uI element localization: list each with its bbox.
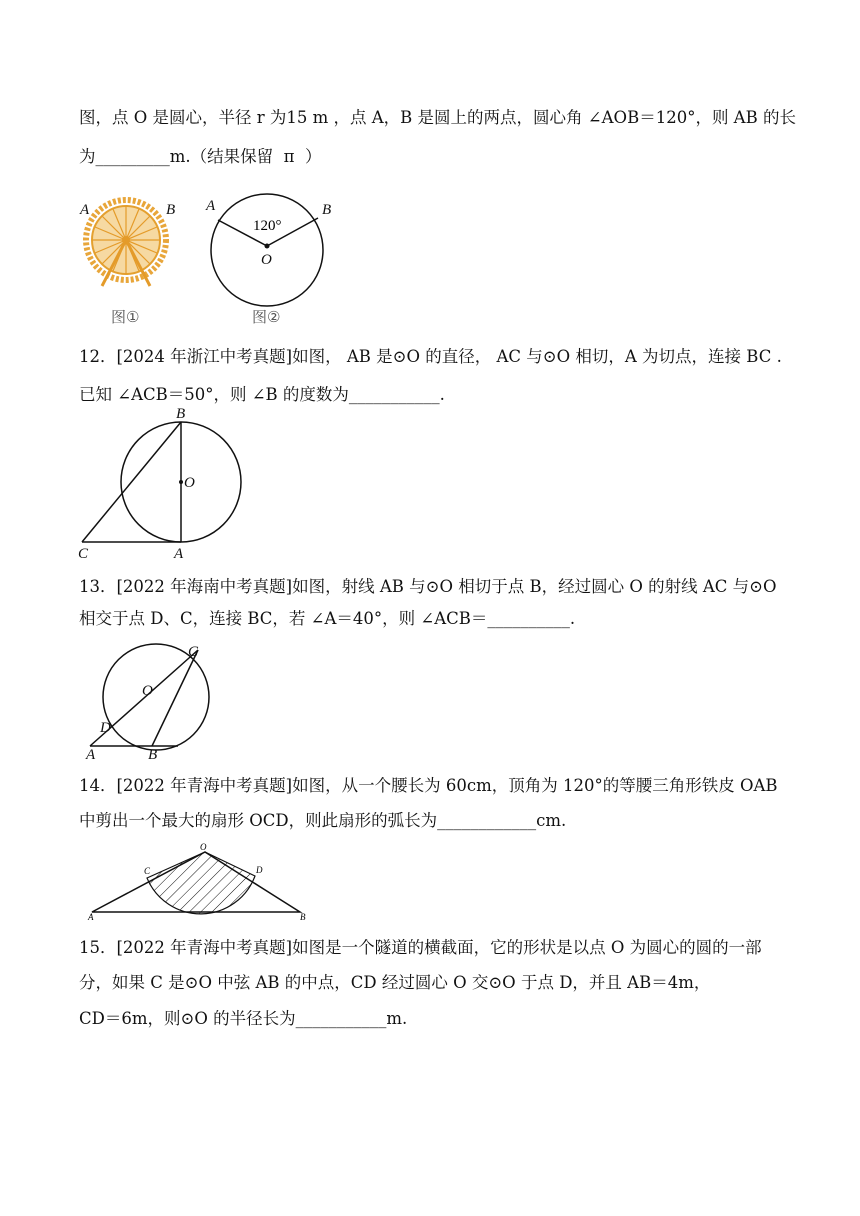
- q11-text-line1: 图，点 O 是圆心，半径 r 为15 m ，点 A，B 是圆上的两点，圆心角 ∠AOB＝120°，则 AB 的长: [79, 108, 796, 127]
- q14-label-d: D: [256, 865, 263, 875]
- q14-label-c: C: [144, 866, 151, 876]
- q15-text-line1: 15．[2022 年青海中考真题]如图是一个隧道的横截面，它的形状是以点 O 为圆心的圆的一部: [79, 938, 762, 957]
- ferris-wheel-icon: [86, 200, 166, 286]
- fig1-caption: 图①: [111, 308, 140, 326]
- fig1-label-a: A: [80, 202, 90, 218]
- q14-text-line2: 中剪出一个最大的扇形 OCD，则此扇形的弧长为____________cm.: [79, 811, 567, 830]
- circle-figure-aob: [200, 180, 350, 330]
- fig2-label-o: O: [261, 252, 272, 268]
- q13-text-line2: 相交于点 D、C，连接 BC，若 ∠A＝40°，则 ∠ACB＝__________.: [79, 609, 576, 628]
- fig2-caption: 图②: [252, 308, 281, 326]
- fig2-angle-label: 120°: [253, 218, 282, 234]
- q14-label-o: O: [200, 842, 207, 852]
- q15-text-line2: 分，如果 C 是⊙O 中弦 AB 的中点，CD 经过圆心 O 交⊙O 于点 D，并且 AB＝4m，: [79, 973, 711, 992]
- fig2-label-b: B: [322, 202, 332, 218]
- q12-label-b: B: [176, 406, 186, 422]
- q15-text-line3: CD＝6m，则⊙O 的半径长为___________m.: [79, 1009, 408, 1028]
- ferris-wheel-figure: [72, 190, 182, 330]
- q13-label-c: C: [188, 644, 199, 660]
- q12-text-line2: 已知 ∠ACB＝50°，则 ∠B 的度数为___________.: [79, 385, 445, 404]
- q11-text-line2: 为_________m.（结果保留 π ）: [79, 147, 322, 166]
- fig1-label-b: B: [166, 202, 176, 218]
- q13-label-d: D: [100, 720, 111, 736]
- q13-label-a: A: [86, 747, 96, 763]
- q12-text-line1: 12．[2024 年浙江中考真题]如图， AB 是⊙O 的直径， AC 与⊙O 相切，A 为切点，连接 BC .: [79, 347, 782, 366]
- q14-label-a: A: [88, 912, 94, 922]
- q13-label-b: B: [148, 747, 158, 763]
- q12-label-o: O: [184, 475, 195, 491]
- q13-text-line1: 13．[2022 年海南中考真题]如图，射线 AB 与⊙O 相切于点 B，经过圆心 O 的射线 AC 与⊙O: [79, 577, 777, 596]
- q14-figure: [80, 840, 320, 925]
- q12-label-a: A: [174, 546, 184, 560]
- q14-text-line1: 14．[2022 年青海中考真题]如图，从一个腰长为 60cm，顶角为 120°的等腰三角形铁皮 OAB: [79, 776, 778, 795]
- q12-figure: [72, 400, 252, 560]
- q12-label-c: C: [78, 546, 89, 560]
- q13-label-o: O: [142, 683, 153, 699]
- fig2-label-a: A: [206, 198, 216, 214]
- q13-figure: [80, 640, 220, 765]
- q14-label-b: B: [300, 912, 306, 922]
